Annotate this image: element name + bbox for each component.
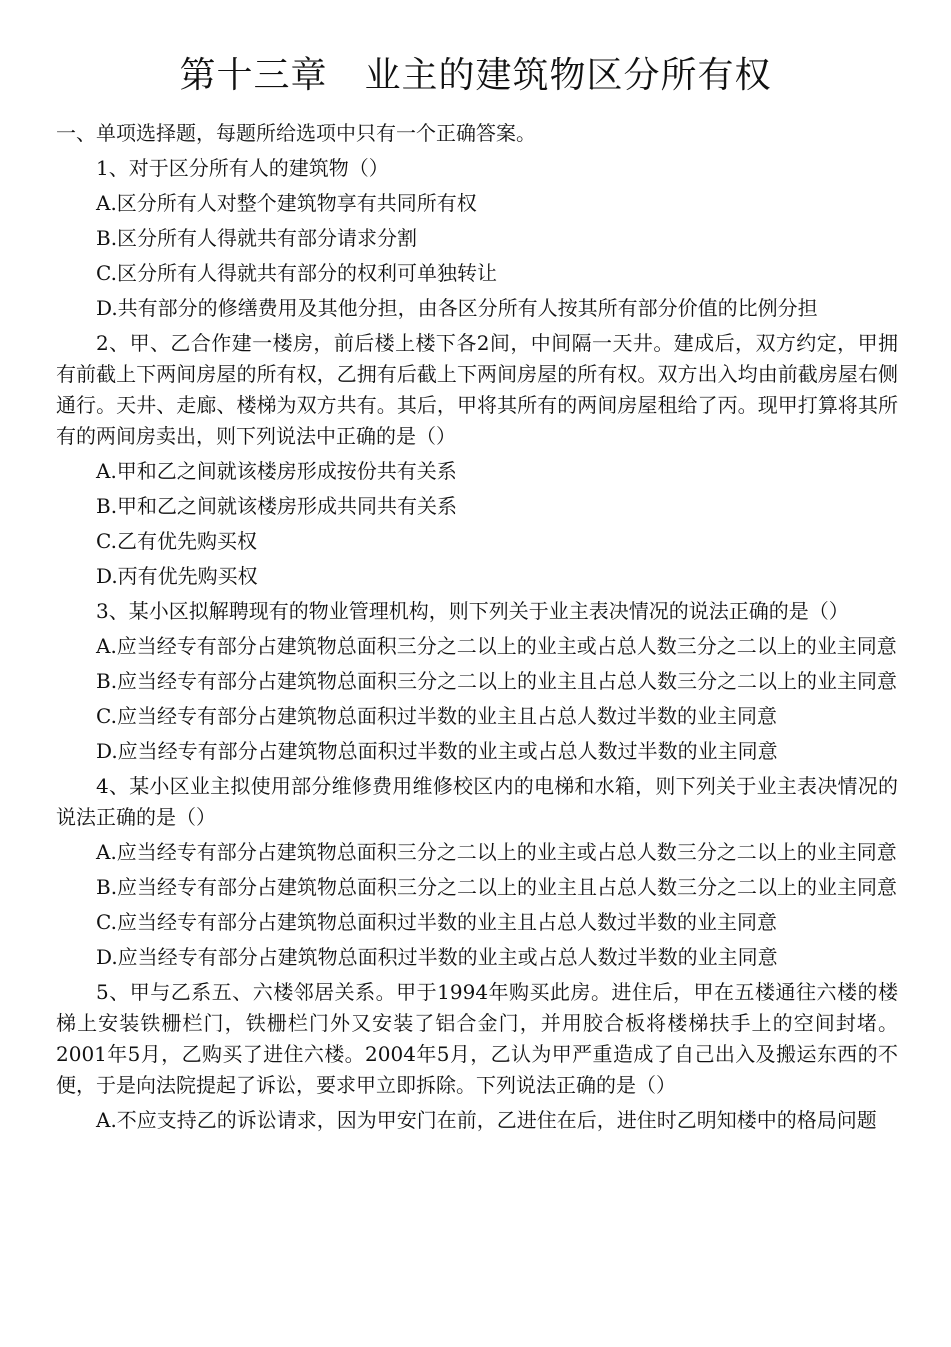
question-3-option-b: B.应当经专有部分占建筑物总面积三分之二以上的业主且占总人数三分之二以上的业主同意 bbox=[96, 669, 898, 693]
question-4-stem: 4、某小区业主拟使用部分维修费用维修校区内的电梯和水箱，则下列关于业主表决情况的说法正确的是（） bbox=[56, 774, 898, 829]
question-3-option-c: C.应当经专有部分占建筑物总面积过半数的业主且占总人数过半数的业主同意 bbox=[96, 704, 777, 728]
question-4-option-a: A.应当经专有部分占建筑物总面积三分之二以上的业主或占总人数三分之二以上的业主同意 bbox=[96, 840, 897, 864]
chapter-title: 第十三章 业主的建筑物区分所有权 bbox=[179, 55, 772, 96]
question-4-option-d: D.应当经专有部分占建筑物总面积过半数的业主或占总人数过半数的业主同意 bbox=[96, 945, 778, 969]
question-5-stem: 5、甲与乙系五、六楼邻居关系。甲于1994年购买此房。进住后，甲在五楼通往六楼的楼梯上安装铁栅栏门，铁栅栏门外又安装了铝合金门，并用胶合板将楼梯扶手上的空间封堵。2001年5月，乙购买了进住六楼。2004年5月，乙认为甲严重造成了自己出入及搬运东西的不便，于是向法院提起了诉讼，要求甲立即拆除。下列说法正确的是（） bbox=[56, 980, 898, 1097]
question-1-option-b: B.区分所有人得就共有部分请求分割 bbox=[96, 226, 418, 250]
question-1-option-c: C.区分所有人得就共有部分的权利可单独转让 bbox=[96, 261, 497, 285]
question-3-option-a: A.应当经专有部分占建筑物总面积三分之二以上的业主或占总人数三分之二以上的业主同意 bbox=[96, 634, 897, 658]
question-3-option-d: D.应当经专有部分占建筑物总面积过半数的业主或占总人数过半数的业主同意 bbox=[96, 739, 778, 763]
question-2-option-d: D.丙有优先购买权 bbox=[96, 564, 258, 588]
question-1-stem: 1、对于区分所有人的建筑物（） bbox=[96, 156, 389, 180]
question-3-stem: 3、某小区拟解聘现有的物业管理机构，则下列关于业主表决情况的说法正确的是（） bbox=[96, 599, 849, 623]
document-body bbox=[56, 118, 898, 1140]
question-5-option-a: A.不应支持乙的诉讼请求，因为甲安门在前，乙进住在后，进住时乙明知楼中的格局问题 bbox=[96, 1108, 877, 1132]
question-2-option-a: A.甲和乙之间就该楼房形成按份共有关系 bbox=[96, 459, 457, 483]
question-4-option-b: B.应当经专有部分占建筑物总面积三分之二以上的业主且占总人数三分之二以上的业主同意 bbox=[96, 875, 898, 899]
question-4-option-c: C.应当经专有部分占建筑物总面积过半数的业主且占总人数过半数的业主同意 bbox=[96, 910, 777, 934]
question-1-option-d: D.共有部分的修缮费用及其他分担，由各区分所有人按其所有部分价值的比例分担 bbox=[96, 296, 818, 320]
question-1-option-a: A.区分所有人对整个建筑物享有共同所有权 bbox=[96, 191, 477, 215]
question-2-option-c: C.乙有优先购买权 bbox=[96, 529, 257, 553]
question-2-option-b: B.甲和乙之间就该楼房形成共同共有关系 bbox=[96, 494, 458, 518]
question-2-stem: 2、甲、乙合作建一楼房，前后楼上楼下各2间，中间隔一天井。建成后，双方约定，甲拥有前截上下两间房屋的所有权，乙拥有后截上下两间房屋的所有权。双方出入均由前截房屋右侧通行。天井、走廊、楼梯为双方共有。其后，甲将其所有的两间房屋租给了丙。现甲打算将其所有的两间房卖出，则下列说法中正确的是（） bbox=[56, 331, 898, 448]
section-heading: 一、单项选择题，每题所给选项中只有一个正确答案。 bbox=[56, 121, 536, 145]
